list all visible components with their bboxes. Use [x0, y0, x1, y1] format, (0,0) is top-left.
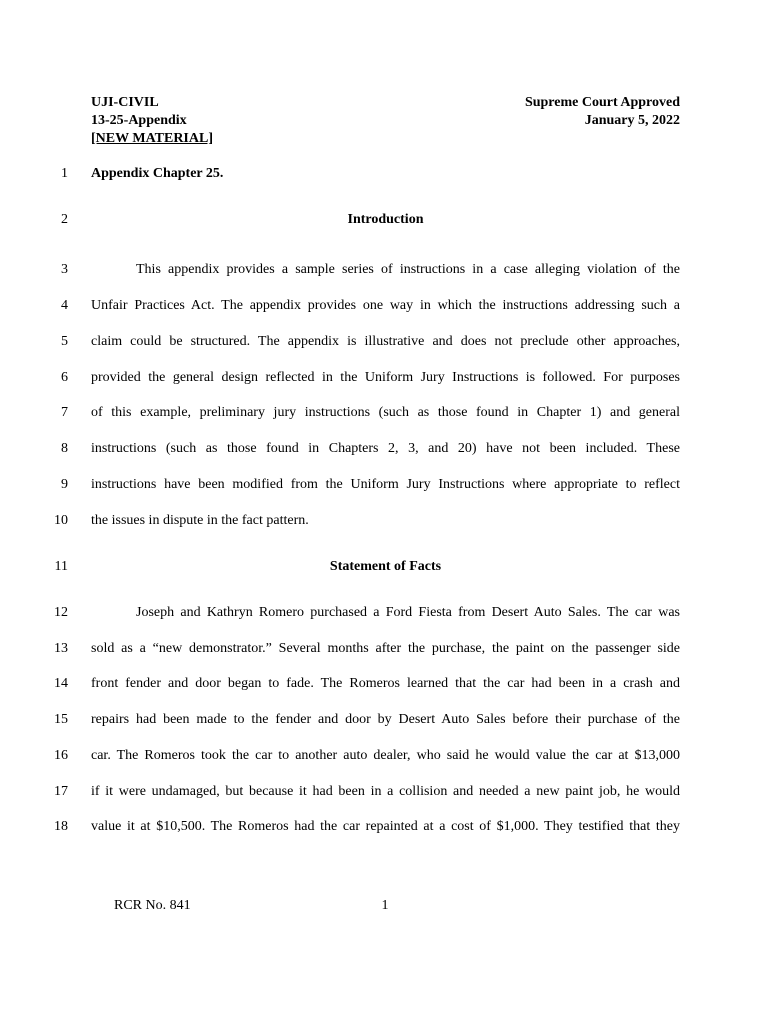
document-line [0, 332, 770, 352]
document-line [0, 639, 770, 659]
document-line [0, 817, 770, 837]
paragraph-text: if it were undamaged, but because it had been in a collision and needed a new paint job, he would [91, 784, 680, 799]
paragraph-text: front fender and door began to fade. The Romeros learned that the car had been in a crash and [91, 676, 680, 691]
document-line [0, 439, 770, 459]
document-line [0, 296, 770, 316]
line-number: 7 [61, 405, 68, 420]
paragraph-text: value it at $10,500. The Romeros had the car repainted at a cost of $1,000. They testified that they [91, 819, 680, 834]
line-number: 13 [54, 641, 68, 656]
line-number: 18 [54, 819, 68, 834]
document-line [0, 710, 770, 730]
line-number: 15 [54, 712, 68, 727]
document-line [0, 674, 770, 694]
header-approval: Supreme Court Approved [524, 95, 680, 110]
document-line [0, 511, 770, 531]
line-number: 17 [54, 784, 68, 799]
paragraph-text: provided the general design reflected in the Uniform Jury Instructions is followed. For purposes [91, 370, 680, 385]
paragraph-text: Joseph and Kathryn Romero purchased a Ford Fiesta from Desert Auto Sales. The car was [136, 605, 680, 620]
paragraph-text: the issues in dispute in the fact pattern. [91, 513, 309, 528]
document-line [0, 557, 770, 577]
section-heading-statement-of-facts: Statement of Facts [329, 559, 442, 574]
line-number: 14 [54, 676, 68, 691]
document-line [0, 403, 770, 423]
line-number: 8 [61, 441, 68, 456]
document-line [0, 260, 770, 280]
paragraph-text: Unfair Practices Act. The appendix provides one way in which the instructions addressing such a [91, 298, 680, 313]
line-number: 11 [54, 559, 68, 574]
document-line [0, 164, 770, 184]
document-line [0, 603, 770, 623]
paragraph-text: sold as a “new demonstrator.” Several months after the purchase, the paint on the passenger side [91, 641, 680, 656]
line-number: 16 [54, 748, 68, 763]
footer-page-number: 1 [381, 898, 389, 913]
line-number: 10 [54, 513, 68, 528]
line-number: 3 [61, 262, 68, 277]
paragraph-text: repairs had been made to the fender and door by Desert Auto Sales before their purchase of the [91, 712, 680, 727]
header-code: UJI-CIVIL [91, 95, 159, 110]
header-date: January 5, 2022 [584, 113, 680, 128]
footer-rcr-number: RCR No. 841 [114, 898, 191, 913]
document-line [0, 782, 770, 802]
paragraph-text: of this example, preliminary jury instructions (such as those found in Chapter 1) and general [91, 405, 680, 420]
header-left-block [91, 94, 213, 148]
paragraph-text: This appendix provides a sample series of instructions in a case alleging violation of the [136, 262, 680, 277]
paragraph-text: instructions (such as those found in Chapters 2, 3, and 20) have not been included. These [91, 441, 680, 456]
line-number: 6 [61, 370, 68, 385]
line-number: 5 [61, 334, 68, 349]
header-new-material: [NEW MATERIAL] [91, 131, 213, 146]
chapter-title: Appendix Chapter 25. [91, 166, 224, 181]
line-number: 1 [61, 166, 68, 181]
line-number: 12 [54, 605, 68, 620]
header-section: 13-25-Appendix [91, 113, 187, 128]
line-number: 2 [61, 212, 68, 227]
document-line [0, 746, 770, 766]
document-line [0, 368, 770, 388]
paragraph-text: instructions have been modified from the Uniform Jury Instructions where appropriate to reflect [91, 477, 680, 492]
document-line [0, 475, 770, 495]
line-number: 9 [61, 477, 68, 492]
document-line [0, 210, 770, 230]
header-right-block [525, 94, 680, 130]
paragraph-text: claim could be structured. The appendix is illustrative and does not preclude other approaches, [91, 334, 680, 349]
section-heading-introduction: Introduction [347, 212, 424, 227]
paragraph-text: car. The Romeros took the car to another auto dealer, who said he would value the car at $13,000 [91, 748, 680, 763]
line-number: 4 [61, 298, 68, 313]
